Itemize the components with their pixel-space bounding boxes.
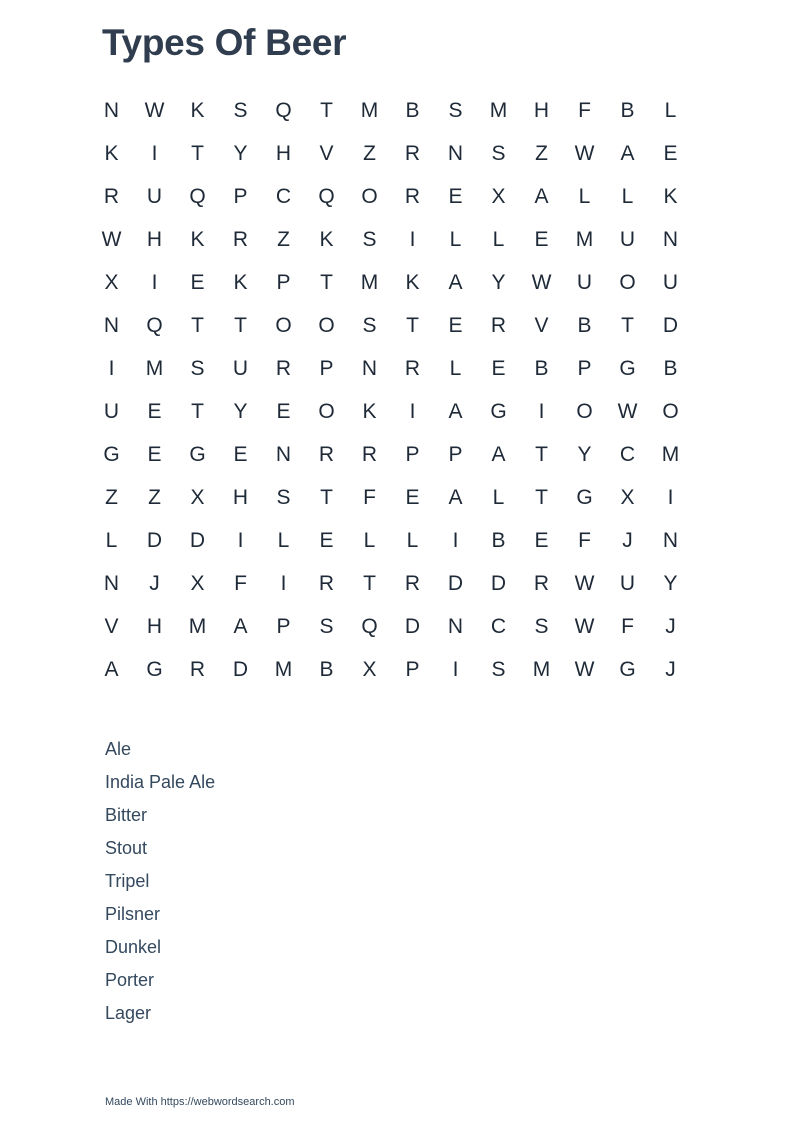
grid-cell[interactable]: M — [489, 99, 508, 122]
grid-cell[interactable]: P — [405, 443, 420, 466]
grid-cell[interactable]: E — [147, 443, 162, 466]
grid-row — [90, 390, 692, 433]
grid-cell[interactable]: R — [275, 357, 292, 380]
grid-cell[interactable]: P — [233, 185, 248, 208]
grid-cell[interactable]: T — [535, 486, 548, 509]
grid-cell[interactable]: S — [319, 615, 334, 638]
grid-cell[interactable]: W — [617, 400, 638, 423]
grid-row — [90, 132, 692, 175]
grid-cell[interactable]: R — [490, 314, 507, 337]
grid-cell[interactable]: K — [663, 185, 678, 208]
grid-cell[interactable]: T — [320, 271, 333, 294]
word-list-item: Porter — [105, 970, 155, 990]
grid-cell[interactable]: I — [538, 400, 545, 423]
word-list-item: Tripel — [105, 871, 150, 891]
grid-cell[interactable]: Y — [663, 572, 678, 595]
footer-credit: Made With https://webwordsearch.com — [105, 1096, 295, 1108]
grid-cell[interactable]: S — [362, 228, 377, 251]
grid-cell[interactable]: V — [104, 615, 119, 638]
grid-cell[interactable]: P — [577, 357, 592, 380]
grid-row — [90, 433, 692, 476]
grid-cell[interactable]: I — [108, 357, 115, 380]
grid-cell[interactable]: W — [574, 615, 595, 638]
grid-cell[interactable]: G — [619, 357, 636, 380]
grid-cell[interactable]: C — [275, 185, 292, 208]
word-list-item: India Pale Ale — [105, 772, 216, 792]
grid-cell[interactable]: L — [492, 486, 505, 509]
grid-cell[interactable]: J — [665, 615, 676, 638]
grid-cell[interactable]: H — [232, 486, 249, 509]
grid-cell[interactable]: F — [578, 529, 591, 552]
grid-cell[interactable]: M — [274, 658, 293, 681]
grid-cell[interactable]: T — [621, 314, 634, 337]
grid-cell[interactable]: M — [145, 357, 164, 380]
grid-cell[interactable]: L — [449, 228, 462, 251]
grid-cell[interactable]: Z — [277, 228, 290, 251]
grid-cell[interactable]: I — [280, 572, 287, 595]
grid-cell[interactable]: O — [361, 185, 378, 208]
grid-cell[interactable]: B — [663, 357, 678, 380]
grid-cell[interactable]: C — [490, 615, 507, 638]
grid-cell[interactable]: S — [448, 99, 463, 122]
grid-cell[interactable]: R — [232, 228, 249, 251]
grid-cell[interactable]: Y — [491, 271, 506, 294]
grid-cell[interactable]: P — [276, 615, 291, 638]
grid-cell[interactable]: L — [578, 185, 591, 208]
grid-cell[interactable]: D — [232, 658, 249, 681]
grid-cell[interactable]: F — [578, 99, 591, 122]
grid-row — [90, 347, 692, 390]
grid-cell[interactable]: L — [363, 529, 376, 552]
grid-cell[interactable]: P — [448, 443, 463, 466]
grid-cell[interactable]: N — [662, 529, 679, 552]
grid-cell[interactable]: Y — [233, 400, 248, 423]
grid-cell[interactable]: G — [103, 443, 120, 466]
grid-cell[interactable]: H — [275, 142, 292, 165]
grid-cell[interactable]: I — [151, 271, 158, 294]
grid-cell[interactable]: N — [447, 142, 464, 165]
grid-cell[interactable]: W — [574, 142, 595, 165]
grid-cell[interactable]: E — [448, 185, 463, 208]
grid-cell[interactable]: R — [404, 357, 421, 380]
grid-row — [90, 175, 692, 218]
grid-cell[interactable]: E — [190, 271, 205, 294]
grid-cell[interactable]: F — [363, 486, 376, 509]
grid-cell[interactable]: X — [362, 658, 377, 681]
word-list-item: Stout — [105, 838, 148, 858]
grid-cell[interactable]: Z — [148, 486, 161, 509]
grid-cell[interactable]: X — [620, 486, 635, 509]
grid-cell[interactable]: J — [665, 658, 676, 681]
grid-cell[interactable]: O — [619, 271, 636, 294]
grid-cell[interactable]: E — [663, 142, 678, 165]
grid-cell[interactable]: S — [190, 357, 205, 380]
grid-cell[interactable]: D — [447, 572, 464, 595]
grid-cell[interactable]: S — [276, 486, 291, 509]
grid-cell[interactable]: M — [661, 443, 680, 466]
grid-cell[interactable]: N — [275, 443, 292, 466]
grid-cell[interactable]: A — [620, 142, 635, 165]
grid-row — [90, 562, 692, 605]
grid-cell[interactable]: L — [105, 529, 118, 552]
word-list-item: Pilsner — [105, 904, 161, 924]
grid-cell[interactable]: T — [320, 486, 333, 509]
grid-cell[interactable]: T — [191, 400, 204, 423]
grid-cell[interactable]: L — [664, 99, 677, 122]
grid-row — [90, 476, 692, 519]
grid-cell[interactable]: E — [276, 400, 291, 423]
grid-cell[interactable]: T — [191, 314, 204, 337]
grid-cell[interactable]: F — [621, 615, 634, 638]
grid-cell[interactable]: K — [190, 228, 205, 251]
grid-cell[interactable]: X — [190, 572, 205, 595]
grid-cell[interactable]: R — [533, 572, 550, 595]
grid-cell[interactable]: N — [361, 357, 378, 380]
grid-cell[interactable]: N — [103, 572, 120, 595]
grid-cell[interactable]: I — [452, 658, 459, 681]
grid-cell[interactable]: W — [101, 228, 122, 251]
grid-cell[interactable]: V — [319, 142, 334, 165]
grid-cell[interactable]: G — [576, 486, 593, 509]
grid-cell[interactable]: I — [409, 400, 416, 423]
grid-row — [90, 218, 692, 261]
grid-cell[interactable]: A — [491, 443, 506, 466]
grid-cell[interactable]: G — [146, 658, 163, 681]
grid-cell[interactable]: A — [448, 271, 463, 294]
puzzle-title: Types Of Beer — [102, 22, 347, 63]
grid-cell[interactable]: I — [151, 142, 158, 165]
grid-row — [90, 89, 692, 132]
grid-cell[interactable]: J — [622, 529, 633, 552]
grid-cell[interactable]: U — [619, 572, 636, 595]
grid-cell[interactable]: I — [452, 529, 459, 552]
grid-cell[interactable]: B — [577, 314, 592, 337]
grid-cell[interactable]: H — [146, 228, 163, 251]
grid-cell[interactable]: A — [104, 658, 119, 681]
grid-cell[interactable]: Z — [105, 486, 118, 509]
grid-cell[interactable]: K — [233, 271, 248, 294]
grid-cell[interactable]: E — [147, 400, 162, 423]
grid-cell[interactable]: P — [319, 357, 334, 380]
grid-row — [90, 519, 692, 562]
grid-cell[interactable]: U — [146, 185, 163, 208]
grid-cell[interactable]: B — [319, 658, 334, 681]
grid-cell[interactable]: O — [275, 314, 292, 337]
letter-grid — [90, 89, 692, 691]
grid-cell[interactable]: Z — [535, 142, 548, 165]
grid-cell[interactable]: R — [318, 443, 335, 466]
grid-cell[interactable]: B — [534, 357, 549, 380]
grid-cell[interactable]: Z — [363, 142, 376, 165]
grid-cell[interactable]: R — [361, 443, 378, 466]
grid-cell[interactable]: U — [576, 271, 593, 294]
grid-cell[interactable]: D — [189, 529, 206, 552]
grid-cell[interactable]: E — [319, 529, 334, 552]
grid-cell[interactable]: Q — [361, 615, 378, 638]
word-list-item: Dunkel — [105, 937, 162, 957]
grid-cell[interactable]: U — [232, 357, 249, 380]
grid-cell[interactable]: T — [191, 142, 204, 165]
grid-cell[interactable]: B — [620, 99, 635, 122]
grid-cell[interactable]: E — [534, 228, 549, 251]
grid-cell[interactable]: A — [448, 400, 463, 423]
grid-cell[interactable]: K — [319, 228, 334, 251]
grid-cell[interactable]: M — [360, 271, 379, 294]
grid-cell[interactable]: D — [146, 529, 163, 552]
grid-cell[interactable]: M — [188, 615, 207, 638]
grid-cell[interactable]: K — [190, 99, 205, 122]
grid-cell[interactable]: K — [104, 142, 119, 165]
grid-cell[interactable]: W — [531, 271, 552, 294]
grid-cell[interactable]: F — [234, 572, 247, 595]
grid-cell[interactable]: N — [447, 615, 464, 638]
grid-cell[interactable]: Q — [189, 185, 206, 208]
grid-cell[interactable]: S — [491, 142, 506, 165]
grid-cell[interactable]: X — [190, 486, 205, 509]
grid-cell[interactable]: K — [362, 400, 377, 423]
grid-cell[interactable]: A — [448, 486, 463, 509]
grid-cell[interactable]: T — [234, 314, 247, 337]
grid-cell[interactable]: T — [406, 314, 419, 337]
grid-cell[interactable]: L — [492, 228, 505, 251]
grid-cell[interactable]: U — [662, 271, 679, 294]
word-list-item: Bitter — [105, 805, 148, 825]
grid-cell[interactable]: O — [662, 400, 679, 423]
grid-cell[interactable]: G — [189, 443, 206, 466]
grid-cell[interactable]: Y — [233, 142, 248, 165]
grid-cell[interactable]: Q — [275, 99, 292, 122]
grid-cell[interactable]: V — [534, 314, 549, 337]
grid-cell[interactable]: H — [146, 615, 163, 638]
grid-cell[interactable]: O — [318, 400, 335, 423]
grid-row — [90, 605, 692, 648]
grid-row — [90, 648, 692, 691]
grid-cell[interactable]: T — [363, 572, 376, 595]
grid-cell[interactable]: I — [237, 529, 244, 552]
grid-cell[interactable]: R — [404, 142, 421, 165]
word-list-item: Lager — [105, 1003, 152, 1023]
grid-cell[interactable]: U — [103, 400, 120, 423]
grid-cell[interactable]: N — [103, 99, 120, 122]
grid-cell[interactable]: B — [491, 529, 506, 552]
grid-cell[interactable]: E — [233, 443, 248, 466]
grid-cell[interactable]: W — [574, 658, 595, 681]
grid-cell[interactable]: L — [621, 185, 634, 208]
grid-cell[interactable]: E — [448, 314, 463, 337]
grid-cell[interactable]: S — [362, 314, 377, 337]
grid-cell[interactable]: I — [667, 486, 674, 509]
grid-row — [90, 304, 692, 347]
grid-cell[interactable]: L — [406, 529, 419, 552]
grid-cell[interactable]: M — [360, 99, 379, 122]
grid-cell[interactable]: L — [449, 357, 462, 380]
grid-cell[interactable]: M — [575, 228, 594, 251]
grid-cell[interactable]: P — [405, 658, 420, 681]
grid-row — [90, 261, 692, 304]
grid-cell[interactable]: O — [318, 314, 335, 337]
grid-cell[interactable]: Q — [146, 314, 163, 337]
grid-cell[interactable]: W — [144, 99, 165, 122]
grid-cell[interactable]: E — [491, 357, 506, 380]
grid-cell[interactable]: D — [490, 572, 507, 595]
grid-cell[interactable]: R — [189, 658, 206, 681]
grid-cell[interactable]: R — [404, 185, 421, 208]
grid-cell[interactable]: N — [662, 228, 679, 251]
grid-cell[interactable]: J — [149, 572, 160, 595]
grid-cell[interactable]: P — [276, 271, 291, 294]
grid-cell[interactable]: M — [532, 658, 551, 681]
grid-cell[interactable]: W — [574, 572, 595, 595]
word-list-item: Ale — [105, 739, 132, 759]
grid-cell[interactable]: A — [534, 185, 549, 208]
word-list — [105, 737, 215, 1034]
grid-cell[interactable]: D — [404, 615, 421, 638]
grid-cell[interactable]: I — [409, 228, 416, 251]
grid-cell[interactable]: X — [491, 185, 506, 208]
grid-cell[interactable]: K — [405, 271, 420, 294]
grid-cell[interactable]: H — [533, 99, 550, 122]
grid-cell[interactable]: B — [405, 99, 420, 122]
grid-cell[interactable]: R — [318, 572, 335, 595]
grid-cell[interactable]: T — [535, 443, 548, 466]
grid-cell[interactable]: S — [534, 615, 549, 638]
grid-cell[interactable]: N — [103, 314, 120, 337]
grid-cell[interactable]: E — [405, 486, 420, 509]
grid-cell[interactable]: X — [104, 271, 119, 294]
grid-cell[interactable]: Q — [318, 185, 335, 208]
grid-cell[interactable]: S — [233, 99, 248, 122]
grid-cell[interactable]: E — [534, 529, 549, 552]
grid-cell[interactable]: R — [103, 185, 120, 208]
grid-cell[interactable]: U — [619, 228, 636, 251]
grid-cell[interactable]: D — [662, 314, 679, 337]
grid-cell[interactable]: G — [619, 658, 636, 681]
grid-cell[interactable]: L — [277, 529, 290, 552]
grid-cell[interactable]: G — [490, 400, 507, 423]
grid-cell[interactable]: R — [404, 572, 421, 595]
grid-cell[interactable]: S — [491, 658, 506, 681]
grid-cell[interactable]: T — [320, 99, 333, 122]
grid-cell[interactable]: A — [233, 615, 248, 638]
grid-cell[interactable]: O — [576, 400, 593, 423]
grid-cell[interactable]: Y — [577, 443, 592, 466]
grid-cell[interactable]: C — [619, 443, 636, 466]
